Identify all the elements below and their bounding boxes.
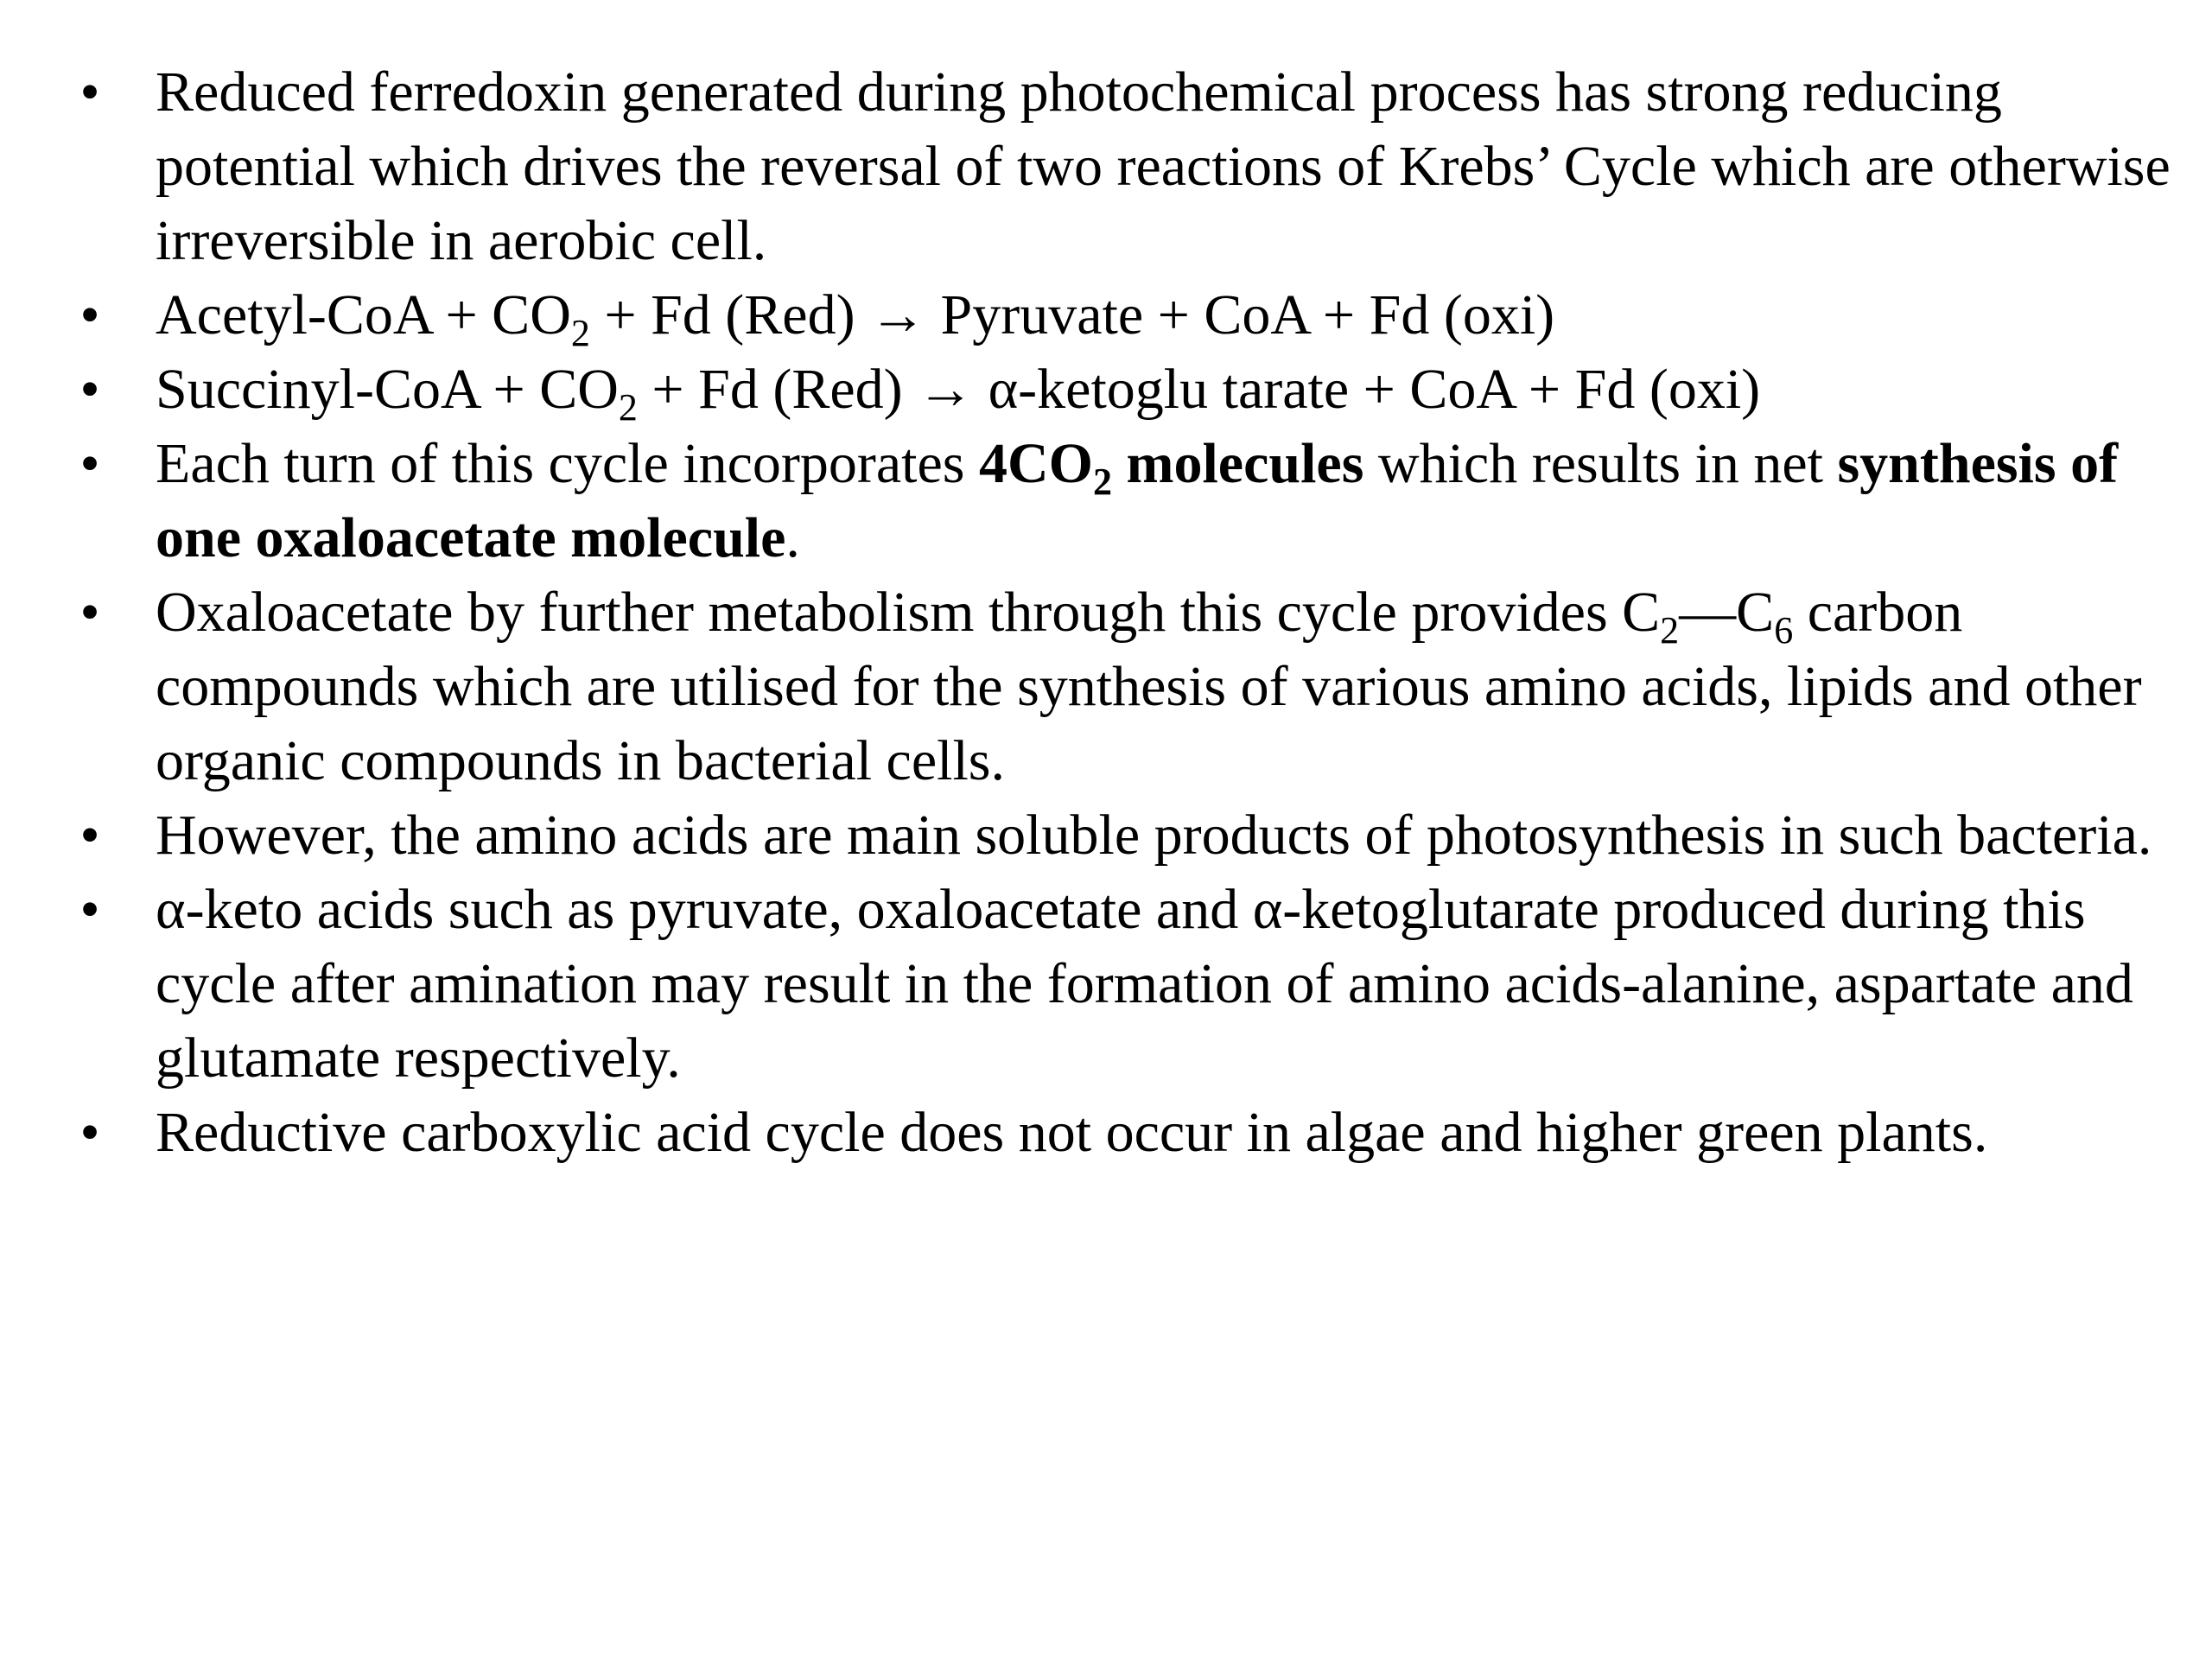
bold-synthesis-text: synthesis of one oxaloacetate molecule — [156, 432, 2119, 569]
bullet-icon: • — [79, 804, 100, 867]
bold-co2 — [978, 432, 1364, 503]
bullet-item-oxaloacetate-metabolism — [0, 575, 2212, 798]
bullet-text-dash: —C — [1679, 581, 1775, 644]
reaction-text-end: + Fd (Red) → Pyruvate + CoA + Fd (oxi) — [589, 283, 1555, 346]
bullet-item-keto-acids — [0, 873, 2212, 1096]
bullet-text: α-keto acids such as pyruvate, oxaloacetate and α-ketoglutarate produced during this cycle after amination may result in the formation of amino acids-alanine, aspartate and glutamate respectively. — [156, 878, 2133, 1090]
bullet-item-co2-incorporation — [0, 427, 2212, 575]
bullet-text: Reductive carboxylic acid cycle does not occur in algae and higher green plants. — [156, 1101, 1988, 1164]
bullet-item-succinyl-coa-reaction — [0, 353, 2212, 427]
bullet-icon: • — [79, 283, 100, 346]
bullet-item-not-in-plants — [0, 1096, 2212, 1170]
bullet-item-amino-acids-products — [0, 798, 2212, 873]
reaction-text-end: + Fd (Red) → α-ketoglu tarate + CoA + Fd (oxi) — [637, 358, 1761, 421]
bullet-text-end: . — [785, 506, 800, 569]
bullet-text-start: Each turn of this cycle incorporates — [156, 432, 979, 495]
subscript: 2 — [1092, 461, 1112, 503]
bullet-text-end: carbon compounds which are utilised for the synthesis of various amino acids, lipids and other organic compounds in bacterial cells. — [156, 581, 2142, 792]
reaction-text-start: Succinyl-CoA + CO — [156, 358, 619, 421]
bullet-item-ferredoxin — [0, 55, 2212, 278]
bullet-icon: • — [79, 60, 100, 124]
subscript: 2 — [618, 386, 638, 429]
bold-molecules-text: molecules — [1111, 432, 1364, 495]
bullet-icon: • — [79, 1101, 100, 1164]
bullet-text: However, the amino acids are main soluble products of photosynthesis in such bacteria. — [156, 804, 2152, 867]
bullet-text-middle: which results in net — [1363, 432, 1838, 495]
bullet-icon: • — [79, 581, 100, 644]
bullet-icon: • — [79, 358, 100, 421]
subscript: 2 — [570, 312, 590, 354]
bullet-item-acetyl-coa-reaction — [0, 278, 2212, 353]
bullet-icon: • — [79, 878, 100, 941]
subscript: 2 — [1660, 609, 1680, 652]
subscript: 6 — [1774, 609, 1794, 652]
bullet-icon: • — [79, 432, 100, 495]
bullet-list — [0, 55, 2212, 1170]
reaction-text-start: Acetyl-CoA + CO — [156, 283, 571, 346]
bullet-text-start: Oxaloacetate by further metabolism through this cycle provides C — [156, 581, 1661, 644]
bold-co2-text: 4CO — [978, 432, 1093, 495]
bullet-text: Reduced ferredoxin generated during photochemical process has strong reducing potential which drives the reversal of two reactions of Krebs’ Cycle which are otherwise irreversible in aerobic cell. — [156, 60, 2171, 272]
